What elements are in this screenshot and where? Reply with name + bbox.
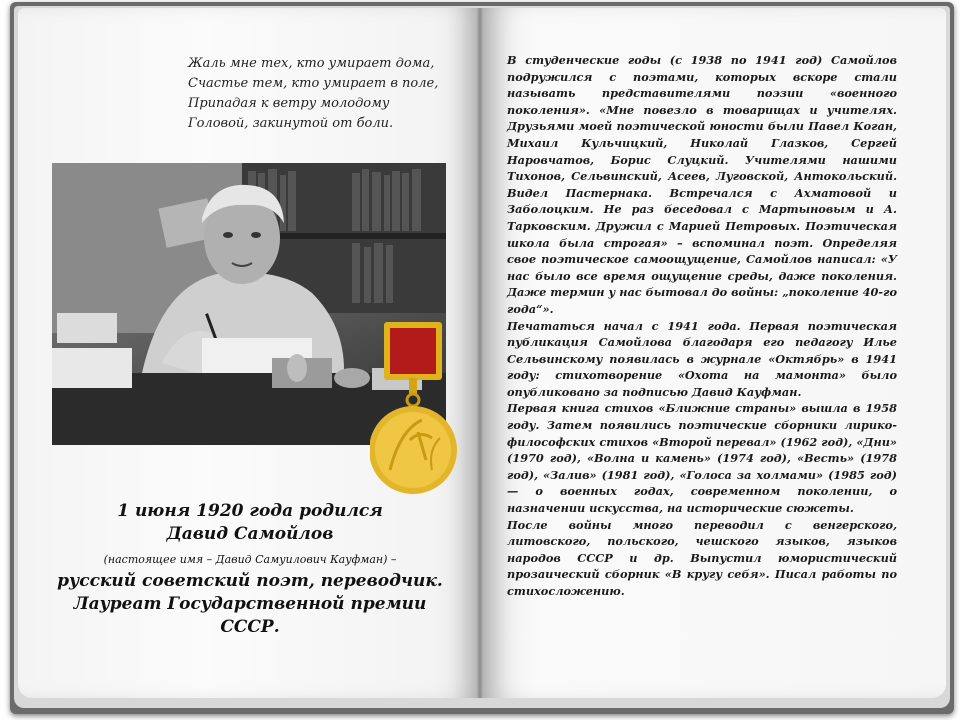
medal-drawing: [370, 320, 470, 500]
paragraph-student-years: В студенческие годы (с 1938 по 1941 год) Самойлов подружился с поэтами, которых вскоре стали называть представителями поэзии «военного поколения». «Мне повезло в товарищах и учителях. Друзьями моей поэтической юности были Павел Коган, Михаил Кульчицкий, Николай Глазков, Сергей Наровчатов, Борис Слуцкий. Учителями нашими Тихонов, Сельвинский, Асеев, Луговской, Антокольский. Видел Пастернака. Встречался с Ахматовой и Заболоцким. Не раз беседовал с Мартыновым и А. Тарковским. Дружил с Марией Петровых. Поэтическая школа была строгая» – вспоминал поэт. Определяя свое поэтическое самоощущение, Самойлов написал: «У нас было все время ощущение среды, даже поколения. Даже термин у нас бытовал до войны: „поколение 40-го года“».: [507, 53, 897, 316]
biography-caption: [40, 500, 460, 639]
poem-line: Головой, закинутой от боли.: [188, 116, 394, 131]
paragraph-first-publication: Печататься начал с 1941 года. Первая поэтическая публикация Самойлова благодаря его педагогу Илье Сельвинскому появилась в журнале «Октябрь» в 1941 году: стихотворение «Охота на мамонта» было опубликовано за подписью Давид Кауфман.: [507, 318, 897, 399]
paragraph-first-book: Первая книга стихов «Ближние страны» вышла в 1958 году. Затем появились поэтические сборники лирико-философских стихов «Второй перевал» (1962 год), «Дни» (1970 год), «Волна и камень» (1974 год), «Весть» (1978 год), «Залив» (1981 год), «Голоса за холмами» (1985 год) — о военных годах, современном поколении, о назначении искусства, на исторические сюжеты.: [507, 401, 897, 516]
poem-line: Счастье тем, кто умирает в поле,: [188, 76, 439, 91]
biography-text: [507, 52, 897, 600]
paragraph-translations: После войны много переводил с венгерского, литовского, польского, чешского языков, языков народов СССР и др. Выпустил юмористический прозаический сборник «В кругу себя». Писал работы по стихосложению.: [507, 517, 897, 598]
birth-date-line: 1 июня 1920 года родился: [117, 501, 383, 521]
book-spine: [476, 8, 484, 698]
epigraph-poem: [188, 54, 448, 134]
poem-line: Припадая к ветру молодому: [188, 96, 390, 111]
state-prize-medal-icon: [370, 320, 470, 500]
real-name-note: (настоящее имя – Давид Самуилович Кауфман) –: [103, 553, 397, 566]
occupation-line: русский советский поэт, переводчик.: [57, 571, 443, 591]
poet-name: Давид Самойлов: [166, 524, 334, 544]
award-line: Лауреат Государственной премии: [73, 594, 427, 614]
award-line-end: СССР.: [220, 617, 280, 637]
poem-line: Жаль мне тех, кто умирает дома,: [188, 56, 435, 71]
